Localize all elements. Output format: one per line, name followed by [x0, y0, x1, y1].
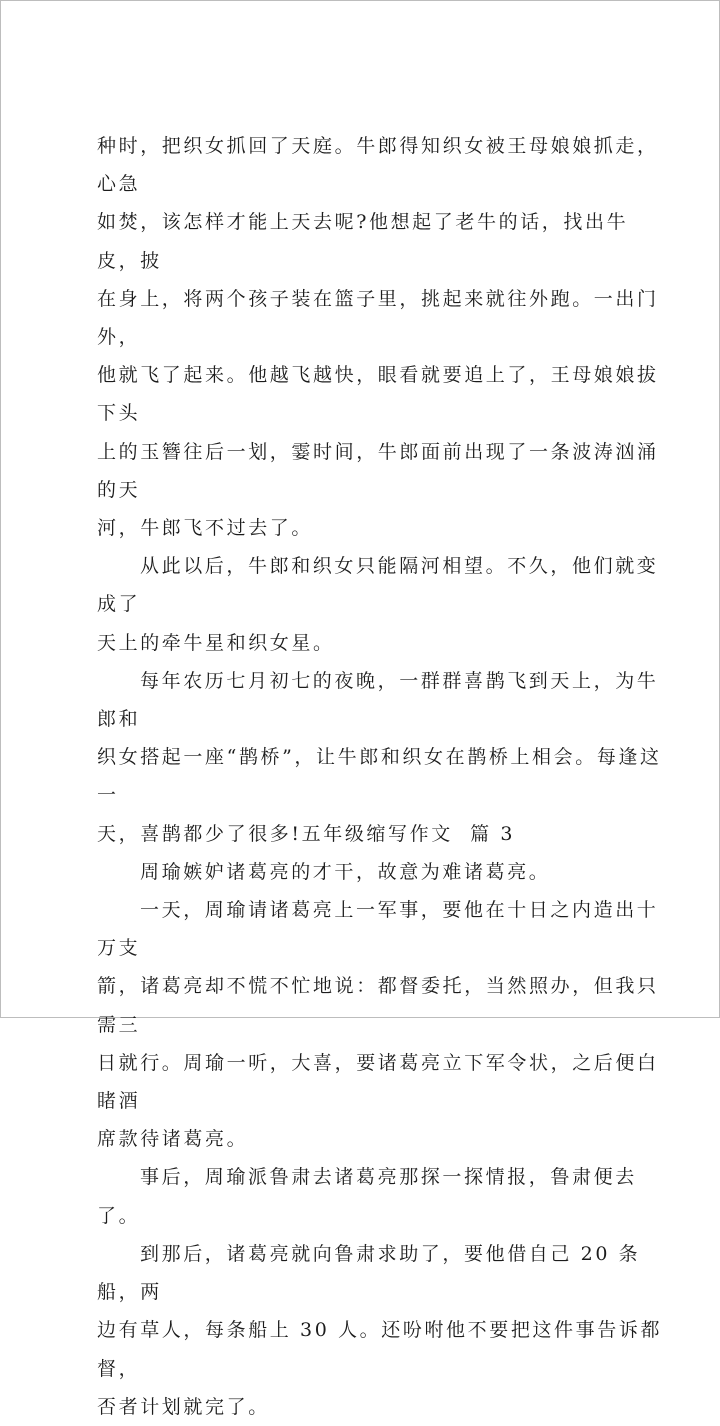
text-line: 边有草人，每条船上 30 人。还吩咐他不要把这件事告诉都督， — [97, 1319, 663, 1380]
text-line: 河，牛郎飞不过去了。 — [97, 517, 314, 540]
paragraph — [97, 1158, 667, 1234]
paragraph — [97, 547, 667, 662]
text-line: 在身上，将两个孩子装在篮子里，挑起来就往外跑。一出门外， — [97, 287, 659, 349]
paragraph — [97, 853, 667, 891]
text-line: 一天，周瑜请诸葛亮上一军事，要他在十日之内造出十万支 — [97, 899, 659, 960]
paragraph — [97, 127, 667, 547]
text-line: 他就飞了起来。他越飞越快，眼看就要追上了，王母娘娘拔下头 — [97, 364, 659, 425]
text-line: 每年农历七月初七的夜晚，一群群喜鹊飞到天上，为牛郎和 — [97, 669, 659, 731]
text-line: 否者计划就完了。 — [97, 1395, 270, 1418]
text-line: 事后，周瑜派鲁肃去诸葛亮那探一探情报，鲁肃便去了。 — [97, 1166, 637, 1227]
text-line: 天，喜鹊都少了很多!五年级缩写作文 篇 3 — [97, 822, 516, 845]
text-line: 到那后，诸葛亮就向鲁肃求助了，要他借自己 20 条船，两 — [97, 1242, 641, 1304]
text-line: 织女搭起一座“鹊桥”，让牛郎和织女在鹊桥上相会。每逢这一 — [97, 746, 662, 807]
text-line: 天上的牵牛星和织女星。 — [97, 631, 335, 654]
text-line: 从此以后，牛郎和织女只能隔河相望。不久，他们就变成了 — [97, 555, 659, 616]
text-line: 席款待诸葛亮。 — [97, 1128, 249, 1151]
paragraph — [97, 662, 667, 853]
text-line: 种时，把织女抓回了天庭。牛郎得知织女被王母娘娘抓走，心急 — [97, 135, 659, 196]
text-line: 周瑜嫉妒诸葛亮的才干，故意为难诸葛亮。 — [140, 860, 551, 883]
text-line: 上的玉簪往后一划，霎时间，牛郎面前出现了一条波涛汹涌的天 — [97, 440, 659, 501]
text-line: 箭，诸葛亮却不慌不忙地说：都督委托，当然照办，但我只需三 — [97, 975, 659, 1036]
document-body — [97, 127, 667, 1426]
paragraph — [97, 1235, 667, 1426]
text-line: 日就行。周瑜一听，大喜，要诸葛亮立下军令状，之后便白睹酒 — [97, 1051, 659, 1113]
text-line: 如焚，该怎样才能上天去呢?他想起了老牛的话，找出牛皮，披 — [97, 211, 629, 272]
paragraph — [97, 891, 667, 1158]
